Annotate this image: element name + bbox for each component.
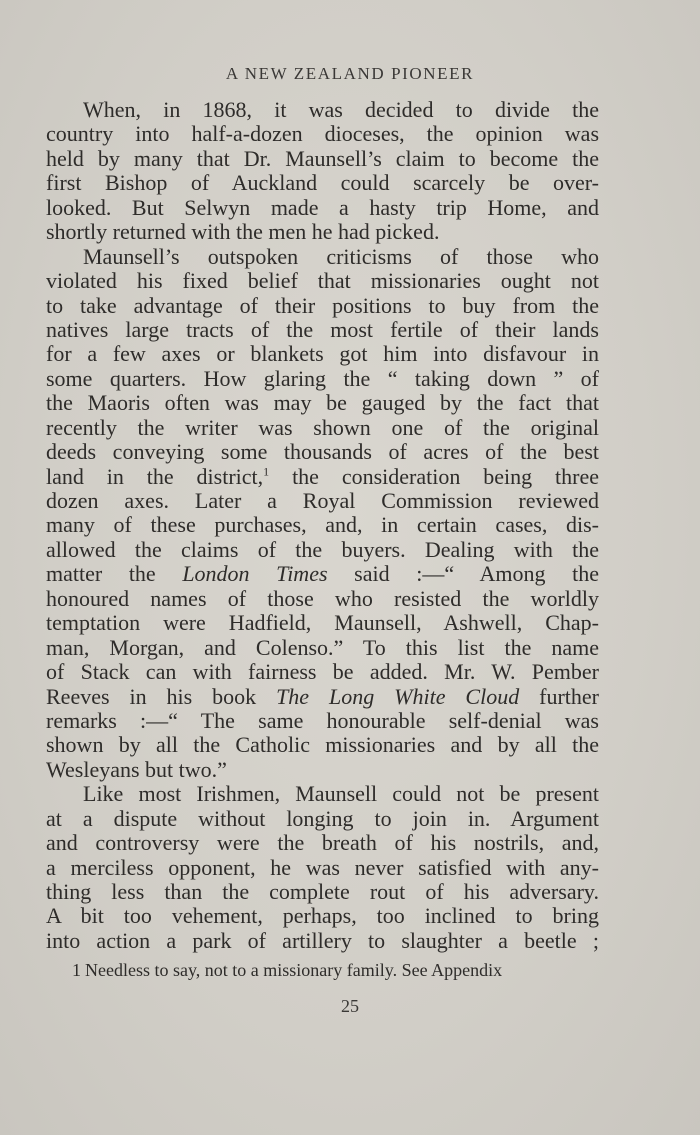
body-text	[46, 98, 599, 953]
text-line: remarks :—“ The same honourable self-denial was	[46, 707, 599, 733]
text-line: to take advantage of their positions to buy from the	[46, 292, 599, 318]
footnote-text: Needless to say, not to a missionary family. See Appendix	[85, 960, 503, 980]
paragraph	[46, 782, 599, 953]
text-line: a merciless opponent, he was never satisfied with any-	[46, 854, 599, 880]
text-run: the consideration being three	[269, 463, 600, 489]
text-line: looked. But Selwyn made a hasty trip Home, and	[46, 194, 599, 220]
footnote-mark: 1	[72, 960, 81, 980]
text-line: and controversy were the breath of his nostrils, and,	[46, 830, 599, 856]
text-line	[46, 562, 599, 586]
text-line: thing less than the complete rout of his adversary.	[46, 879, 599, 904]
paragraph	[46, 245, 599, 783]
text-line: temptation were Hadfield, Maunsell, Ashwell, Chap-	[46, 610, 599, 636]
text-line: allowed the claims of the buyers. Dealing with the	[46, 536, 599, 562]
text-run: land in the district,	[46, 463, 264, 489]
italic-title: London Times	[182, 561, 328, 587]
text-line: for a few axes or blankets got him into disfavour in	[46, 341, 599, 367]
text-line: shortly returned with the men he had picked.	[46, 219, 440, 245]
page-number: 25	[341, 996, 359, 1016]
text-run: matter the	[46, 561, 183, 587]
running-head: A NEW ZEALAND PIONEER	[225, 64, 475, 83]
text-run: Reeves in his book	[46, 683, 277, 709]
text-line	[46, 685, 599, 709]
text-line: held by many that Dr. Maunsell’s claim to become the	[46, 145, 599, 171]
text-line: into action a park of artillery to slaughter a beetle ;	[46, 927, 599, 953]
text-line: some quarters. How glaring the “ taking down ” of	[46, 365, 599, 391]
text-line: many of these purchases, and, in certain cases, dis-	[46, 512, 599, 538]
text-line: Wesleyans but two.”	[46, 756, 227, 782]
text-line: first Bishop of Auckland could scarcely be over-	[46, 170, 599, 196]
text-line: A bit too vehement, perhaps, too inclined to bring	[46, 903, 599, 929]
text-line	[46, 465, 599, 489]
text-line: Like most Irishmen, Maunsell could not be present	[83, 781, 599, 807]
text-line: violated his fixed belief that missionaries ought not	[46, 268, 599, 294]
text-line: of Stack can with fairness be added. Mr. W. Pember	[46, 659, 599, 685]
text-line: at a dispute without longing to join in. Argument	[46, 805, 599, 831]
paragraph	[46, 98, 599, 245]
italic-title: The Long White Cloud	[276, 683, 520, 709]
text-line: deeds conveying some thousands of acres of the best	[46, 439, 599, 465]
text-line: dozen axes. Later a Royal Commission reviewed	[46, 488, 599, 513]
text-line: shown by all the Catholic missionaries and by all the	[46, 732, 599, 758]
text-line: natives large tracts of the most fertile of their lands	[46, 316, 599, 342]
text-run: further	[519, 683, 599, 709]
footnote-reference: 1	[263, 464, 270, 479]
text-line: man, Morgan, and Colenso.” To this list the name	[46, 634, 599, 660]
text-line: Maunsell’s outspoken criticisms of those who	[83, 243, 599, 269]
text-line: recently the writer was shown one of the original	[46, 414, 599, 440]
text-line: When, in 1868, it was decided to divide the	[83, 97, 599, 122]
text-run: said :—“ Among the	[327, 561, 599, 587]
footnote	[72, 958, 600, 982]
text-line: country into half-a-dozen dioceses, the opinion was	[46, 121, 599, 147]
text-line: the Maoris often was may be gauged by the fact that	[46, 390, 599, 416]
text-line: honoured names of those who resisted the worldly	[46, 585, 599, 611]
